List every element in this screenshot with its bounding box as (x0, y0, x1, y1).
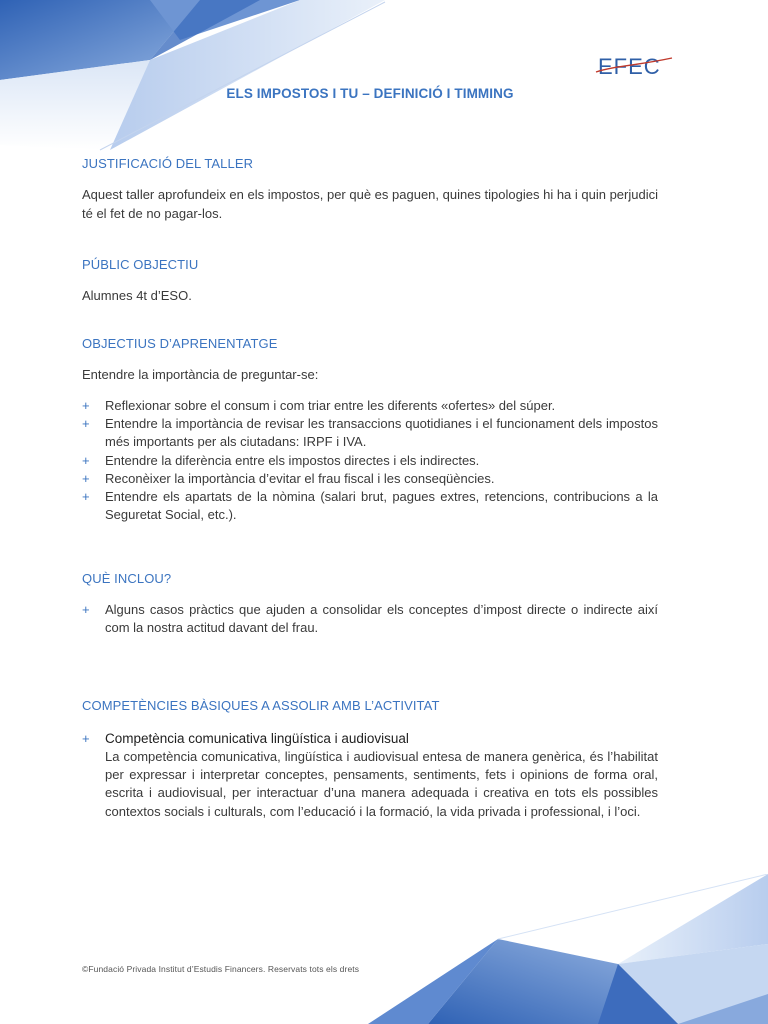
competency-title: Competència comunicativa lingüística i audiovisual (105, 731, 409, 746)
heading-justificacio: JUSTIFICACIÓ DEL TALLER (82, 156, 254, 171)
objectius-list (82, 397, 658, 524)
list-item: + Entendre la diferència entre els impostos directes i els indirectes. (82, 452, 658, 470)
heading-objectius: OBJECTIUS D’APRENENTATGE (82, 336, 278, 351)
list-item: + Alguns casos pràctics que ajuden a consolidar els conceptes d’impost directe o indirecte així com la nostra actitud davant del frau. (82, 602, 658, 636)
plus-icon: + (82, 452, 90, 468)
text-public: Alumnes 4t d’ESO. (82, 288, 192, 303)
top-decoration (0, 0, 390, 160)
plus-icon: + (82, 416, 90, 432)
competency-body: La competència comunicativa, lingüística i audiovisual entesa de manera genèrica, és l’habilitat per expressar i interpretar conceptes, pensaments, sentiments, fets i opinions de forma oral, escrita i audiovisual, per interactuar d’una manera adequada i creativa en tots els possibles contextos socials i culturals, com l’educació i la formació, la vida privada i professional, i l’oci. (105, 749, 658, 819)
logo-stroke (594, 52, 674, 82)
inclou-list (82, 601, 658, 637)
plus-icon: + (82, 470, 90, 486)
efec-logo (594, 52, 674, 82)
heading-public: PÚBLIC OBJECTIU (82, 257, 199, 272)
heading-competencies: COMPETÈNCIES BÀSIQUES A ASSOLIR AMB L’ACTIVITAT (82, 698, 440, 713)
plus-icon: + (82, 602, 90, 617)
plus-icon: + (82, 398, 90, 413)
list-item (82, 730, 658, 821)
bottom-decoration (348, 874, 768, 1024)
text-justificacio: Aquest taller aprofundeix en els impostos, per què es paguen, quines tipologies hi ha i quin perjudici té el fet de no pagar-los. (82, 187, 658, 221)
document-title: ELS IMPOSTOS I TU – DEFINICIÓ I TIMMING (226, 86, 514, 101)
plus-icon: + (82, 489, 90, 505)
list-item: + Reconèixer la importància d’evitar el frau fiscal i les conseqüències. (82, 470, 658, 488)
plus-icon: + (82, 731, 90, 746)
list-item: + Reflexionar sobre el consum i com triar entre les diferents «ofertes» del súper. (82, 397, 658, 415)
heading-inclou: QUÈ INCLOU? (82, 571, 172, 586)
list-item: + Entendre els apartats de la nòmina (salari brut, pagues extres, retencions, contribucions a la Seguretat Social, etc.). (82, 489, 658, 523)
list-item: + Entendre la importància de revisar les transaccions quotidianes i el funcionament dels impostos més importants per als ciutadans: IRPF i IVA. (82, 416, 658, 450)
text-objectius-intro: Entendre la importància de preguntar-se: (82, 367, 319, 382)
competencies-list (82, 730, 658, 821)
logo-text: EFEC (598, 54, 661, 79)
footer-copyright: ©Fundació Privada Institut d’Estudis Financers. Reservats tots els drets (82, 964, 360, 974)
